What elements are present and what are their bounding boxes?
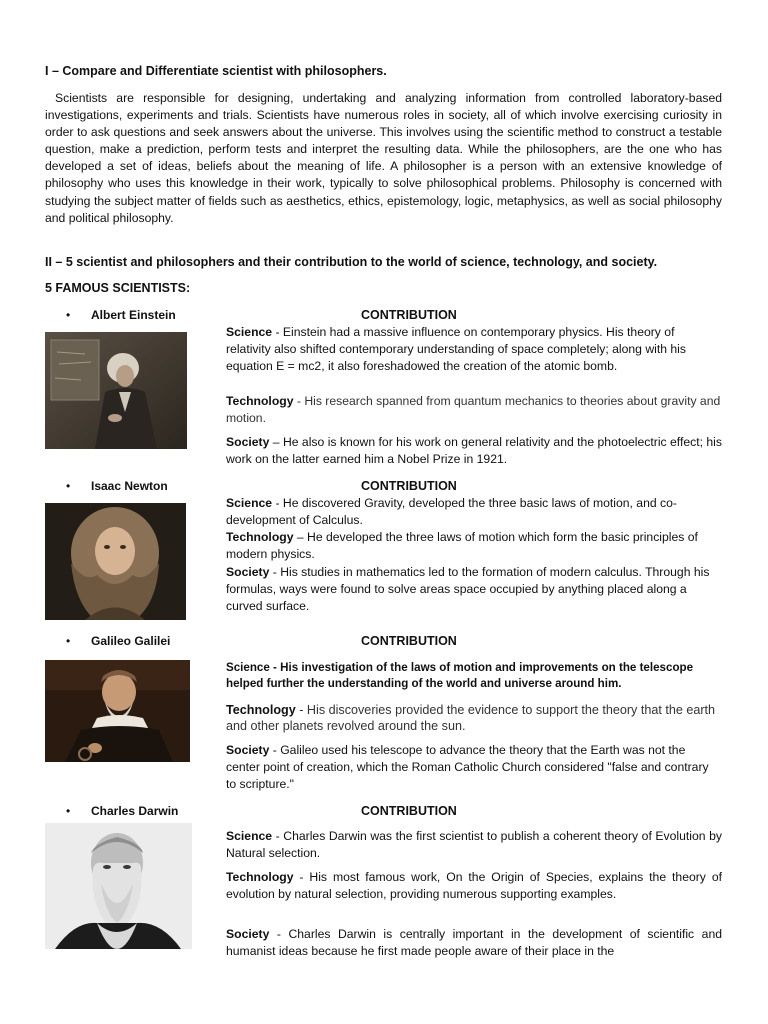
science-paragraph bbox=[226, 324, 722, 375]
technology-text: – He developed the three laws of motion which form the basic principles of modern physics. bbox=[226, 530, 698, 561]
science-text: - He discovered Gravity, developed the three basic laws of motion, and co-development of Calculus. bbox=[226, 496, 677, 527]
bullet-icon: • bbox=[66, 804, 71, 818]
science-text: - Charles Darwin was the first scientist to publish a coherent theory of Evolution by Natural selection. bbox=[226, 829, 722, 860]
bullet-icon: • bbox=[66, 634, 71, 648]
technology-label: Technology bbox=[226, 394, 294, 408]
contribution-heading: CONTRIBUTION bbox=[361, 804, 457, 818]
society-text: – He also is known for his work on general relativity and the photoelectric effect; his work on the latter earned him a Nobel Prize in 1921. bbox=[226, 435, 722, 466]
scientist-name: Albert Einstein bbox=[91, 308, 176, 322]
society-text: - Galileo used his telescope to advance the theory that the Earth was not the center point of creation, which the Roman Catholic Church considered "false and contrary to scripture." bbox=[226, 743, 709, 791]
section-1-heading: I – Compare and Differentiate scientist with philosophers. bbox=[45, 64, 387, 78]
technology-label: Technology bbox=[226, 870, 294, 884]
society-label: Society bbox=[226, 435, 270, 449]
society-label: Society bbox=[226, 927, 270, 941]
technology-text: - His research spanned from quantum mechanics to theories about gravity and motion. bbox=[226, 394, 721, 425]
science-paragraph bbox=[226, 828, 722, 862]
technology-label: Technology bbox=[226, 530, 294, 544]
contribution-heading: CONTRIBUTION bbox=[361, 634, 457, 648]
science-text: - Einstein had a massive influence on contemporary physics. His theory of relativity also shifted contemporary understanding of space completely; along with his equation E = mc2, it also foreshadowed the creation of the atomic bomb. bbox=[226, 325, 686, 373]
society-label: Society bbox=[226, 565, 270, 579]
technology-label: Technology bbox=[226, 703, 296, 717]
society-paragraph bbox=[226, 926, 722, 960]
galileo-portrait bbox=[45, 660, 190, 762]
society-paragraph bbox=[226, 434, 722, 468]
society-paragraph bbox=[226, 742, 722, 793]
society-text: - His studies in mathematics led to the formation of modern calculus. Through his formulas, ways were found to solve areas space occupied by anything placed along a curved surface. bbox=[226, 565, 710, 613]
technology-paragraph bbox=[226, 529, 722, 563]
technology-text: - His discoveries provided the evidence to support the theory that the earth and other planets revolved around the sun. bbox=[226, 703, 716, 733]
bullet-icon: • bbox=[66, 479, 71, 493]
science-label: Science bbox=[226, 829, 273, 843]
science-paragraph bbox=[226, 660, 722, 692]
darwin-portrait bbox=[45, 823, 192, 949]
section-1-body: Scientists are responsible for designing, undertaking and analyzing information from controlled laboratory-based investigations, experiments and trials. Scientists have numerous roles in society, all of which involve exercising curiosity in order to ask questions and seek answers about the universe. This involves using the scientific method to construct a testable question, make a prediction, perform tests and interpret the resulting data. While the philosophers, are the one who has developed a set of ideas, beliefs about the meaning of life. A philosopher is a person with an extensive knowledge of philosophy who uses this knowledge in their work, typically to solve philosophical problems. Philosophy is concerned with studying the subject matter of fields such as aesthetics, ethics, epistemology, logic, metaphysics, as well as social philosophy and political philosophy. bbox=[45, 91, 722, 225]
technology-paragraph bbox=[226, 393, 722, 427]
technology-text: - His most famous work, On the Origin of Species, explains the theory of evolution by natural selection, providing numerous supporting examples. bbox=[226, 870, 722, 901]
scientist-name: Isaac Newton bbox=[91, 479, 168, 493]
technology-paragraph bbox=[226, 869, 722, 903]
science-text: - His investigation of the laws of motion and improvements on the telescope helped further the understanding of the world and universe around him. bbox=[226, 661, 694, 690]
famous-scientists-heading: 5 FAMOUS SCIENTISTS: bbox=[45, 281, 191, 295]
science-label: Science bbox=[226, 496, 273, 510]
newton-portrait bbox=[45, 503, 186, 620]
science-paragraph bbox=[226, 495, 722, 529]
contribution-heading: CONTRIBUTION bbox=[361, 479, 457, 493]
technology-paragraph bbox=[226, 702, 722, 734]
scientist-name: Galileo Galilei bbox=[91, 634, 171, 648]
society-text: - Charles Darwin is centrally important in the development of scientific and humanist ideas because he first made people aware of their place in the bbox=[226, 927, 722, 958]
section-2-heading: II – 5 scientist and philosophers and their contribution to the world of science, technology, and society. bbox=[45, 255, 658, 269]
science-label: Science bbox=[226, 325, 273, 339]
bullet-icon: • bbox=[66, 308, 71, 322]
science-label: Science bbox=[226, 661, 270, 674]
society-label: Society bbox=[226, 743, 270, 757]
society-paragraph bbox=[226, 564, 722, 615]
einstein-portrait bbox=[45, 332, 187, 449]
contribution-heading: CONTRIBUTION bbox=[361, 308, 457, 322]
scientist-name: Charles Darwin bbox=[91, 804, 179, 818]
